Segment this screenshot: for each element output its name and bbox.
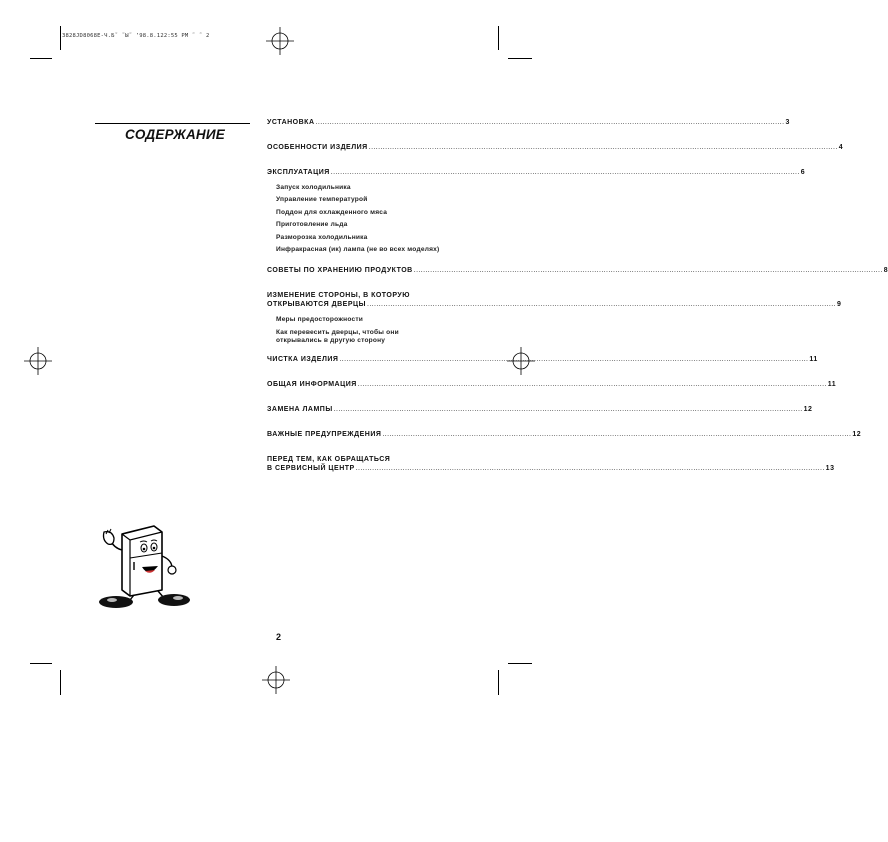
toc-entry-page: 4: [838, 144, 844, 151]
toc-subitems: [267, 314, 463, 345]
toc-leader-dots: ........................................................................................................................................................................................................: [315, 119, 785, 126]
crop-mark: [30, 663, 52, 664]
toc-subitem: Меры предосторожности: [276, 316, 364, 324]
print-header: 3828JD8068E-Ч.Б˜ ˜Ы˜ ’98.8.122:55 РМ ˜ ˜ 2: [62, 33, 210, 39]
crop-mark: [60, 26, 61, 50]
toc-entry-page: 13: [825, 465, 835, 473]
toc-entry-title: УСТАНОВКА: [267, 119, 315, 126]
crop-mark: [498, 26, 499, 50]
toc-subitem: Как перевесить дверцы, чтобы они открывались в другую сторону: [276, 328, 399, 345]
toc-leader-dots: ........................................................................................................................................................................................................: [368, 144, 838, 151]
toc-entry: [267, 118, 790, 127]
toc-entry: [267, 143, 844, 152]
toc-leader-dots: ........................................................................................................................................................................................................: [333, 406, 803, 414]
toc-entry-title: СОВЕТЫ ПО ХРАНЕНИЮ ПРОДУКТОВ: [267, 267, 413, 275]
toc-subitem: Поддон для охлажденного мяса: [276, 208, 388, 216]
toc-subitem: Разморозка холодильника: [276, 233, 368, 241]
toc-entry-title-line: ПЕРЕД ТЕМ, КАК ОБРАЩАТЬСЯ: [267, 456, 391, 464]
toc-leader-dots: ........................................................................................................................................................................................................: [413, 267, 883, 275]
toc-entry: [267, 405, 813, 414]
toc-entry-page: 12: [852, 431, 862, 439]
toc-entry-page: 6: [800, 169, 806, 176]
crop-mark: [30, 58, 52, 59]
crop-mark: [508, 663, 532, 664]
toc-entry-title: ОСОБЕННОСТИ ИЗДЕЛИЯ: [267, 144, 368, 151]
toc-entry: [267, 291, 842, 345]
toc-subitems: [267, 182, 463, 256]
refrigerator-mascot-icon: [92, 520, 192, 610]
toc-entry-title: В СЕРВИСНЫЙ ЦЕНТР: [267, 465, 355, 473]
toc-subitem: Управление температурой: [276, 196, 368, 204]
toc-entry-page: 11: [809, 356, 818, 364]
toc-entry-page: 3: [785, 119, 790, 126]
toc-entry: [267, 168, 806, 256]
toc-entry-title: ЧИСТКА ИЗДЕЛИЯ: [267, 356, 339, 364]
toc-leader-dots: ........................................................................................................................................................................................................: [366, 301, 836, 309]
toc-entry: [267, 455, 835, 473]
toc-leader-dots: ........................................................................................................................................................................................................: [339, 356, 809, 364]
toc-leader-dots: ........................................................................................................................................................................................................: [355, 465, 825, 473]
toc-entry-title-line: ИЗМЕНЕНИЕ СТОРОНЫ, В КОТОРУЮ: [267, 292, 411, 300]
registration-mark-icon: [24, 347, 52, 375]
toc-entry: [267, 380, 837, 389]
toc-entry-page: 9: [836, 301, 842, 309]
toc-subitem: Приготовление льда: [276, 221, 348, 229]
toc-leader-dots: ........................................................................................................................................................................................................: [382, 431, 852, 439]
registration-mark-icon: [266, 27, 294, 55]
toc-entry: [267, 355, 818, 364]
crop-mark: [508, 58, 532, 59]
toc-entry-title: ОТКРЫВАЮТСЯ ДВЕРЦЫ: [267, 301, 366, 309]
toc-leader-dots: ........................................................................................................................................................................................................: [330, 169, 800, 176]
toc-entry-page: 11: [827, 381, 837, 389]
page-number: 2: [276, 632, 282, 642]
toc-subitem: Инфракрасная (ик) лампа (не во всех моделях): [276, 246, 440, 254]
page-title: СОДЕРЖАНИЕ: [124, 127, 225, 142]
toc-entry-page: 12: [803, 406, 813, 414]
toc-leader-dots: ........................................................................................................................................................................................................: [357, 381, 827, 389]
registration-mark-icon: [262, 666, 290, 694]
table-of-contents: [267, 118, 888, 473]
title-rule: [95, 123, 250, 124]
toc-entry-page: 8: [883, 267, 888, 275]
toc-entry-title: ЭКСПЛУАТАЦИЯ: [267, 169, 330, 176]
toc-entry-title: ЗАМЕНА ЛАМПЫ: [267, 406, 333, 414]
toc-entry: [267, 430, 862, 439]
crop-mark: [498, 670, 499, 695]
crop-mark: [60, 670, 61, 695]
toc-entry-title: ВАЖНЫЕ ПРЕДУПРЕЖДЕНИЯ: [267, 431, 382, 439]
toc-subitem: Запуск холодильника: [276, 184, 351, 191]
toc-entry-title: ОБЩАЯ ИНФОРМАЦИЯ: [267, 381, 357, 389]
toc-entry: [267, 266, 888, 275]
